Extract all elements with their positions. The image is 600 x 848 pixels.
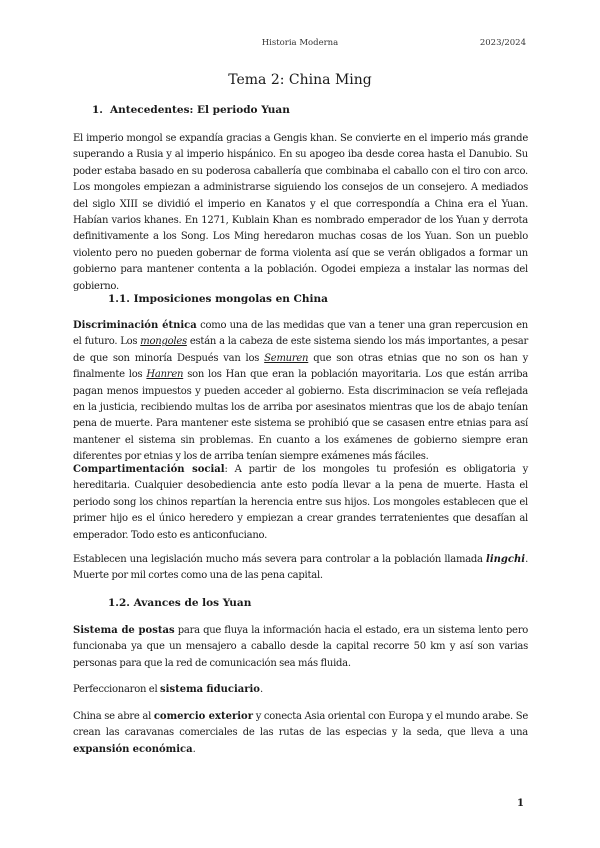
text-run: para que fluya la información hacia el estado, era un sistema lento pero funcionaba ya que un mensajero a caballo desde la capital recorre 50 km y así son varias personas para que la red de comunicación sea más fluida. (73, 625, 528, 669)
term-compartimentacion: Compartimentación social (73, 464, 225, 475)
term-expansion-economica: expansión económica (73, 743, 193, 755)
text-run: China se abre al (73, 711, 154, 722)
term-mongoles: mongoles (140, 336, 187, 348)
page-title: Tema 2: China Ming (228, 72, 372, 88)
term-comercio-exterior: comercio exterior (153, 711, 253, 722)
section-title: Antecedentes: El periodo Yuan (110, 104, 290, 116)
term-postas: Sistema de postas (73, 625, 175, 636)
section-number: 1. (92, 104, 103, 116)
text-run: son los Han que eran la población mayoritaria. Los que están arriba pagan menos impuestos y pueden acceder al gobierno. Esta discriminacion se veía reflejada en la justicia, recibiendo multas los de arriba por asesinatos mientras que los de abajo tenían pena de muerte. Para mantener este sistema se prohibió que se casasen entre etnias para así mantener el sistema sin problemas. En cuanto a los exámenes de gobierno siempre eran diferentes por etnias y los de arriba tenían siempre exámenes más fáciles. (73, 369, 528, 463)
paragraph-postas (73, 623, 528, 672)
text-run: . (259, 684, 263, 695)
paragraph-compartimentacion (73, 462, 528, 544)
text-run: y conecta Asia oriental con Europa y el mundo arabe. Se crean las caravanas comerciales de las rutas de las especias y la seda, que lleva a una (73, 711, 528, 739)
text-run: que son otras etnias que no son os han y finalmente los (73, 352, 528, 381)
paragraph-discriminacion (73, 318, 528, 466)
text-run: . Muerte por mil cortes como una de las pena capital. (73, 554, 528, 582)
term-hanren: Hanren (146, 369, 184, 381)
term-lingchi: lingchi (486, 554, 526, 565)
text-run: Establecen una legislación mucho más severa para controlar a la población llamada (73, 554, 487, 565)
text-run: Perfeccionaron el (73, 684, 161, 695)
subsection-heading-imposiciones: 1.1. Imposiciones mongolas en China (108, 293, 328, 305)
paragraph-fiduciario (73, 682, 528, 698)
page-number: 1 (517, 798, 524, 809)
text-run: : A partir de los mongoles tu profesión es obligatoria y hereditaria. Cualquier desobediencia ante esto podía llevar a la pena de muerte. Hasta el periodo song los chinos repartían la herencia entre sus hijos. Los mongoles establecen que el primer hijo es el único heredero y empiezan a crear grandes terratenientes que desafían al emperador. Todo esto es anticonfuciano. (73, 464, 529, 541)
term-discriminacion: Discriminación étnica (73, 320, 197, 331)
paragraph-antecedentes: El imperio mongol se expandía gracias a Gengis khan. Se convierte en el imperio más grande superando a Rusia y al imperio hispánico. En su apogeo iba desde corea hasta el Danubio. Su poder estaba basado en su poderosa caballería que combinaba el caballo con el tiro con arco. Los mongoles empiezan a administrarse siguiendo los consejos de un consejero. A mediados del siglo XIII se dividió el imperio en Kanatos y el que correspondía a China era el Yuan. Habían varios khanes. En 1271, Kublain Khan es nombrado emperador de los Yuan y derrota definitivamente a los Song. Los Ming heredaron muchas cosas de los Yuan. Son un pueblo violento pero no pueden gobernar de forma violenta así que se verán obligados a formar un gobierno para mantener contenta a la población. Ogodei empieza a instalar las normas del gobierno. (73, 133, 528, 292)
paragraph-comercio (73, 709, 528, 758)
header-year: 2023/2024 (479, 38, 526, 48)
text-run: . (192, 743, 196, 755)
text-run: están a la cabeza de este sistema siendo los más importantes, a pesar de que son minoría Después van los (73, 336, 528, 364)
section-heading-antecedentes (92, 104, 290, 116)
paragraph-lingchi (73, 552, 528, 585)
term-semuren: Semuren (264, 352, 309, 364)
header-course: Historia Moderna (261, 38, 339, 48)
subsection-heading-avances: 1.2. Avances de los Yuan (108, 597, 252, 609)
text-run: como una de las medidas que van a tener una gran repercusion en el futuro. Los (73, 320, 528, 348)
term-fiduciario: sistema fiduciario (160, 684, 260, 695)
